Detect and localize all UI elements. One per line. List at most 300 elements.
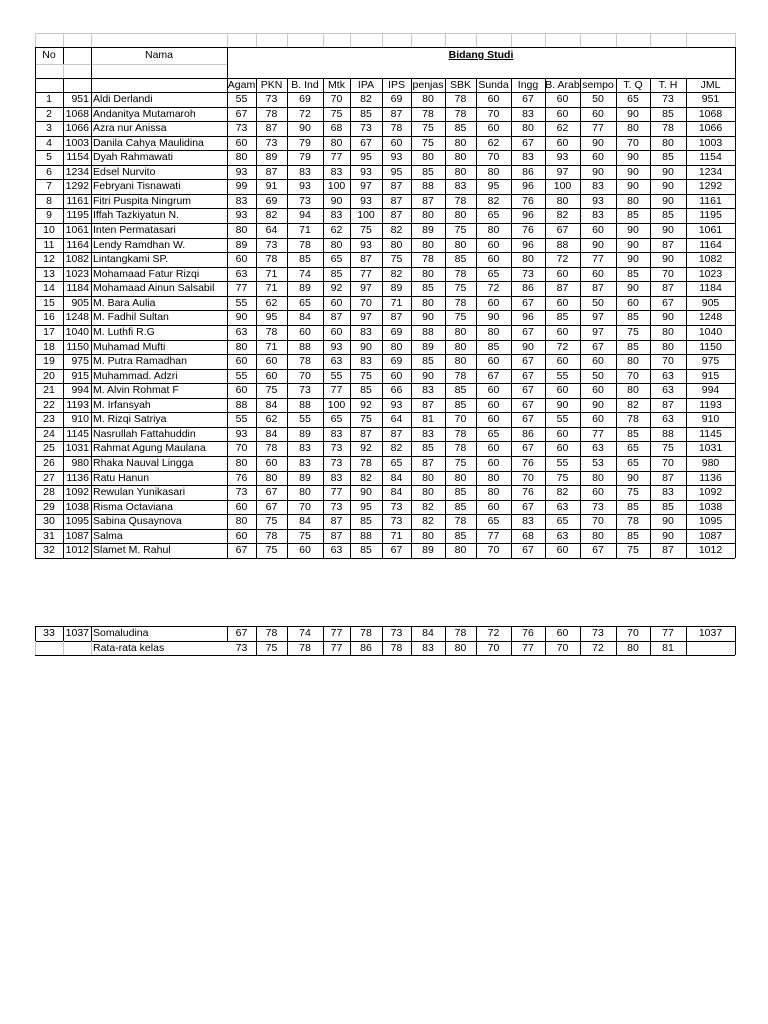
row-name: Danila Cahya Maulidina [93,136,204,149]
col-line-top [686,33,687,47]
row-score-pkn: 75 [265,515,278,528]
row-name: M. Bara Aulia [93,296,156,309]
row-line [35,558,735,559]
row-score-tq: 85 [627,267,639,280]
row-score-ipa: 90 [360,486,372,499]
row-score-agam: 70 [235,442,248,455]
row-score-th: 87 [662,544,674,557]
row-no: 26 [43,457,55,469]
row-score-th: 80 [662,340,674,353]
header-subject-agam: Agam [227,79,256,91]
row-score-tq: 80 [627,122,639,135]
row-score-barab: 80 [556,194,569,207]
row-score-sunda: 80 [487,486,500,499]
row-score-sempo: 67 [592,544,604,557]
row-score-penjas: 83 [422,427,434,440]
row-score-sbk: 78 [454,107,467,120]
extra-row-score-sempo: 73 [592,627,604,639]
extra-row-score-ips: 73 [390,627,403,639]
row-score-ips: 87 [390,209,403,222]
row-score-ips: 84 [390,471,403,484]
row-score-th: 75 [662,442,674,455]
row-score-sbk: 80 [454,355,467,368]
row-id: 980 [71,457,89,469]
row-name: Edsel Nurvito [93,165,156,178]
row-no: 11 [43,238,55,251]
average-score-penjas: 83 [422,641,434,654]
row-score-barab: 60 [556,267,569,280]
row-score-mtk: 90 [330,194,343,207]
row-score-sempo: 87 [592,282,604,295]
row-name: M. Alvin Rohmat F [93,384,179,397]
row-name: Slamet M. Rahul [93,544,171,557]
row-score-bind: 89 [299,427,311,440]
row-score-sempo: 93 [592,194,604,207]
row-score-sempo: 60 [592,151,604,164]
row-score-pkn: 67 [265,500,278,513]
row-score-ipa: 85 [360,107,372,120]
row-score-barab: 93 [556,151,569,164]
row-no: 19 [43,355,55,368]
row-score-pkn: 75 [265,544,278,557]
row-score-ips: 87 [390,107,403,120]
row-score-mtk: 63 [330,355,343,368]
row-score-tq: 90 [627,471,639,484]
row-score-pkn: 84 [265,398,278,411]
row-score-sbk: 78 [454,427,467,440]
row-score-bind: 84 [299,311,311,324]
extra-row-score-penjas: 84 [422,627,434,639]
row-score-penjas: 85 [422,165,434,178]
row-score-sempo: 60 [592,486,604,499]
row-score-ingg: 67 [522,413,534,426]
row-score-pkn: 71 [265,340,278,353]
row-score-ingg: 76 [522,486,534,499]
row-score-tq: 90 [627,107,639,120]
extra-row-score-ingg: 76 [522,627,534,639]
col-line-top [35,33,36,47]
row-jml: 1184 [699,282,722,295]
row-score-sunda: 60 [487,442,500,455]
row-score-ingg: 67 [522,296,534,309]
row-no: 17 [43,325,55,338]
top-light-line [35,33,735,34]
row-id: 915 [71,369,89,382]
row-score-mtk: 68 [330,122,343,135]
col-line-top [650,33,651,47]
row-score-ingg: 80 [522,122,534,135]
row-score-sunda: 60 [487,355,500,368]
extra-row-id: 1037 [65,627,89,639]
row-score-ingg: 67 [522,136,534,149]
row-score-ipa: 92 [360,442,372,455]
row-jml: 915 [701,369,720,382]
row-score-ingg: 96 [522,209,534,222]
row-score-penjas: 75 [422,122,434,135]
row-score-mtk: 77 [330,384,343,397]
row-name: M. Irfansyah [93,398,151,411]
row-score-penjas: 82 [422,500,434,513]
row-score-ips: 75 [390,253,403,266]
row-score-th: 63 [662,413,674,426]
row-score-sbk: 80 [454,471,467,484]
row-score-ips: 66 [390,384,403,397]
row-id: 1031 [65,442,89,455]
row-score-ips: 82 [390,267,403,280]
row-score-pkn: 80 [265,471,278,484]
row-score-th: 70 [662,267,674,280]
row-score-tq: 78 [627,413,639,426]
row-score-pkn: 62 [265,413,278,426]
row-score-ingg: 76 [522,194,534,207]
row-jml: 1136 [699,471,722,484]
row-score-agam: 60 [235,529,248,542]
row-score-penjas: 80 [422,529,434,542]
header-no: No [42,49,56,61]
row-score-ingg: 70 [522,471,534,484]
col-line-light [63,64,64,78]
row-score-ips: 80 [390,340,403,353]
row-score-agam: 90 [235,311,248,324]
row-score-tq: 60 [627,296,639,309]
row-no: 2 [46,107,52,120]
row-score-sbk: 80 [454,165,467,178]
header-subject-sunda: Sunda [478,79,509,91]
row-score-pkn: 78 [265,107,278,120]
row-no: 5 [46,151,52,164]
row-score-sunda: 60 [487,384,500,397]
row-score-sunda: 82 [487,194,500,207]
row-score-pkn: 60 [265,369,278,382]
row-score-ips: 69 [390,325,403,338]
row-score-pkn: 73 [265,93,278,105]
row-score-ipa: 85 [360,544,372,557]
row-score-barab: 72 [556,253,569,266]
row-no: 3 [46,122,52,135]
row-score-ingg: 80 [522,253,534,266]
row-score-bind: 55 [299,413,311,426]
row-name: Andanitya Mutamaroh [93,107,196,120]
average-row-label: Rata-rata kelas [93,641,165,654]
row-score-ingg: 73 [522,267,534,280]
row-score-ipa: 93 [360,165,372,178]
row-score-sempo: 90 [592,165,604,178]
row-score-sempo: 60 [592,355,604,368]
row-score-ingg: 96 [522,311,534,324]
row-score-barab: 85 [556,311,569,324]
row-score-sempo: 67 [592,340,604,353]
row-score-pkn: 73 [265,238,278,251]
header-subject-ingg: Ingg [517,79,539,91]
row-score-bind: 78 [299,238,311,251]
col-line-top [735,33,736,47]
row-score-pkn: 89 [265,151,278,164]
row-score-ingg: 96 [522,238,534,251]
row-no: 16 [43,311,55,324]
header-subject-tq: T. Q [623,79,643,91]
row-score-agam: 67 [235,544,248,557]
row-score-sbk: 85 [454,529,467,542]
row-score-sempo: 97 [592,311,604,324]
row-score-sempo: 50 [592,93,604,105]
row-score-ips: 95 [390,165,403,178]
row-jml: 905 [701,296,720,309]
row-score-ips: 87 [390,311,403,324]
average-score-ipa: 86 [360,641,372,654]
row-jml: 910 [701,413,720,426]
row-score-barab: 100 [553,180,572,193]
lower-col-line [686,641,687,656]
row-score-barab: 72 [556,340,569,353]
row-id: 1038 [65,500,89,513]
row-score-pkn: 69 [265,194,278,207]
row-score-mtk: 80 [330,238,343,251]
row-score-sbk: 78 [454,369,467,382]
row-score-bind: 65 [299,296,311,309]
row-no: 15 [43,296,55,309]
header-subject-sbk: SBK [449,79,471,91]
row-score-ingg: 67 [522,325,534,338]
row-score-ingg: 67 [522,500,534,513]
row-score-ips: 64 [390,413,403,426]
row-score-tq: 80 [627,194,639,207]
row-score-ingg: 96 [522,180,534,193]
row-score-penjas: 90 [422,369,434,382]
row-score-bind: 89 [299,282,311,295]
row-name: Inten Permatasari [93,224,176,237]
row-jml: 1092 [698,486,723,499]
row-score-sbk: 83 [454,180,467,193]
row-score-mtk: 70 [330,93,343,105]
average-score-mtk: 77 [330,641,343,654]
row-score-ips: 93 [390,151,403,164]
row-score-barab: 62 [556,122,569,135]
row-score-sbk: 80 [454,136,467,149]
row-score-penjas: 75 [422,136,434,149]
col-line-top [256,33,257,47]
row-id: 1184 [66,282,89,295]
row-score-barab: 60 [556,296,569,309]
row-score-sunda: 95 [487,180,500,193]
row-score-barab: 88 [556,238,569,251]
row-jml: 1068 [698,107,723,120]
row-id: 1068 [65,107,89,120]
row-score-sunda: 77 [487,529,500,542]
row-score-th: 85 [662,151,674,164]
row-id: 1066 [65,122,89,135]
row-score-penjas: 87 [422,398,434,411]
row-score-mtk: 73 [330,442,343,455]
row-score-bind: 83 [299,457,311,469]
row-score-th: 87 [662,238,674,251]
row-score-ingg: 90 [522,340,534,353]
row-score-tq: 90 [627,253,639,266]
col-line-top [411,33,412,47]
row-score-pkn: 78 [265,253,278,266]
row-score-th: 85 [662,500,674,513]
row-score-th: 90 [662,224,674,237]
row-score-penjas: 85 [422,355,434,368]
row-score-pkn: 91 [265,180,278,193]
row-score-pkn: 87 [265,122,278,135]
row-score-th: 63 [662,384,674,397]
row-score-ingg: 67 [522,93,534,105]
row-score-sbk: 80 [454,544,467,557]
row-no: 30 [43,515,55,528]
row-score-penjas: 78 [422,253,434,266]
row-jml: 1061 [698,224,723,237]
row-no: 20 [43,369,55,382]
lower-bottom-line [35,655,735,656]
row-score-ingg: 86 [522,165,534,178]
col-line-top [63,33,64,47]
row-score-bind: 74 [299,267,311,280]
extra-row-score-sbk: 78 [454,627,467,639]
row-score-bind: 84 [299,515,311,528]
row-score-agam: 60 [235,253,248,266]
row-score-barab: 60 [556,442,569,455]
row-score-mtk: 83 [330,471,343,484]
row-score-sunda: 70 [487,544,500,557]
row-score-bind: 73 [299,194,311,207]
row-no: 13 [43,267,55,280]
row-score-penjas: 88 [422,325,434,338]
row-score-sbk: 85 [454,253,467,266]
row-score-agam: 63 [235,325,248,338]
row-score-th: 85 [662,209,674,222]
row-score-ipa: 67 [360,136,372,149]
row-score-barab: 55 [556,369,569,382]
row-id: 1150 [66,340,89,353]
row-id: 1012 [65,544,89,557]
row-score-tq: 90 [627,180,639,193]
row-score-bind: 69 [299,93,311,105]
row-score-agam: 93 [235,427,248,440]
row-score-bind: 73 [299,384,311,397]
row-score-sbk: 85 [454,122,467,135]
row-score-sunda: 60 [487,122,500,135]
row-score-penjas: 80 [422,238,434,251]
row-score-bind: 89 [299,471,311,484]
row-score-ipa: 83 [360,355,372,368]
row-score-th: 70 [662,457,674,469]
row-name: Azra nur Anissa [93,122,167,135]
row-score-sbk: 75 [454,311,467,324]
row-jml: 1038 [698,500,723,513]
row-score-sbk: 85 [454,500,467,513]
row-name: Iffah Tazkiyatun N. [93,209,179,222]
row-score-ipa: 93 [360,194,372,207]
row-score-penjas: 85 [422,282,434,295]
extra-row-score-barab: 60 [556,627,569,639]
row-score-sbk: 80 [454,209,467,222]
row-id: 1292 [65,180,89,193]
row-score-penjas: 89 [422,224,434,237]
row-score-sbk: 75 [454,457,467,469]
row-score-sbk: 80 [454,238,467,251]
row-jml: 1087 [698,529,723,542]
average-score-ingg: 77 [522,641,534,654]
row-score-ips: 69 [390,93,403,105]
row-score-agam: 60 [235,136,248,149]
row-score-bind: 79 [299,151,311,164]
row-score-agam: 67 [235,107,248,120]
row-no: 4 [46,136,52,149]
row-jml: 1292 [698,180,723,193]
header-subject-ips: IPS [388,79,405,91]
row-score-sunda: 60 [487,93,500,105]
row-score-penjas: 90 [422,311,434,324]
extra-row-score-ipa: 78 [360,627,372,639]
row-score-ingg: 83 [522,515,534,528]
row-score-ingg: 68 [522,529,534,542]
row-score-agam: 80 [235,340,248,353]
header-subject-mtk: Mtk [328,79,345,91]
row-score-penjas: 80 [422,93,434,105]
row-name: M. Fadhil Sultan [93,311,169,324]
row-score-mtk: 55 [330,369,343,382]
row-score-bind: 70 [299,369,311,382]
row-score-sunda: 85 [487,340,500,353]
row-score-sbk: 80 [454,151,467,164]
col-line-top [350,33,351,47]
average-score-th: 81 [662,641,674,654]
header-subject-penjas: penjas [412,79,444,91]
row-jml: 975 [701,355,720,368]
row-score-barab: 75 [556,471,569,484]
row-jml: 1145 [699,427,722,440]
col-line [63,47,64,64]
row-no: 23 [43,413,55,426]
row-score-ipa: 90 [360,340,372,353]
row-jml: 1154 [699,151,722,164]
row-name: Mohamaad Ainun Salsabil [93,282,215,295]
header-bidang-studi: Bidang Studi [448,49,514,61]
row-score-agam: 60 [235,384,248,397]
row-score-bind: 88 [299,398,311,411]
row-name: M. Luthfi R.G [93,325,155,338]
row-score-bind: 75 [299,529,311,542]
row-id: 994 [71,384,89,397]
row-score-sunda: 70 [487,151,500,164]
row-score-sunda: 65 [487,209,500,222]
row-score-tq: 85 [627,311,639,324]
row-score-sempo: 97 [592,325,604,338]
row-score-agam: 80 [235,457,248,469]
average-score-bind: 78 [299,641,311,654]
row-score-ingg: 83 [522,107,534,120]
row-score-ipa: 70 [360,296,372,309]
row-score-mtk: 83 [330,427,343,440]
row-score-th: 90 [662,311,674,324]
average-score-sempo: 72 [592,641,604,654]
row-score-sunda: 60 [487,413,500,426]
row-no: 7 [46,180,52,193]
row-score-ips: 78 [390,122,403,135]
row-jml: 1248 [698,311,723,324]
row-name: Lintangkami SP. [93,253,169,266]
row-score-barab: 63 [556,500,569,513]
row-id: 1234 [65,165,89,178]
row-score-bind: 72 [299,107,311,120]
row-score-ipa: 85 [360,384,372,397]
row-score-th: 90 [662,515,674,528]
row-score-sempo: 80 [592,471,604,484]
row-no: 12 [43,253,55,266]
row-score-penjas: 80 [422,209,434,222]
row-score-agam: 55 [235,296,248,309]
row-score-penjas: 78 [422,107,434,120]
